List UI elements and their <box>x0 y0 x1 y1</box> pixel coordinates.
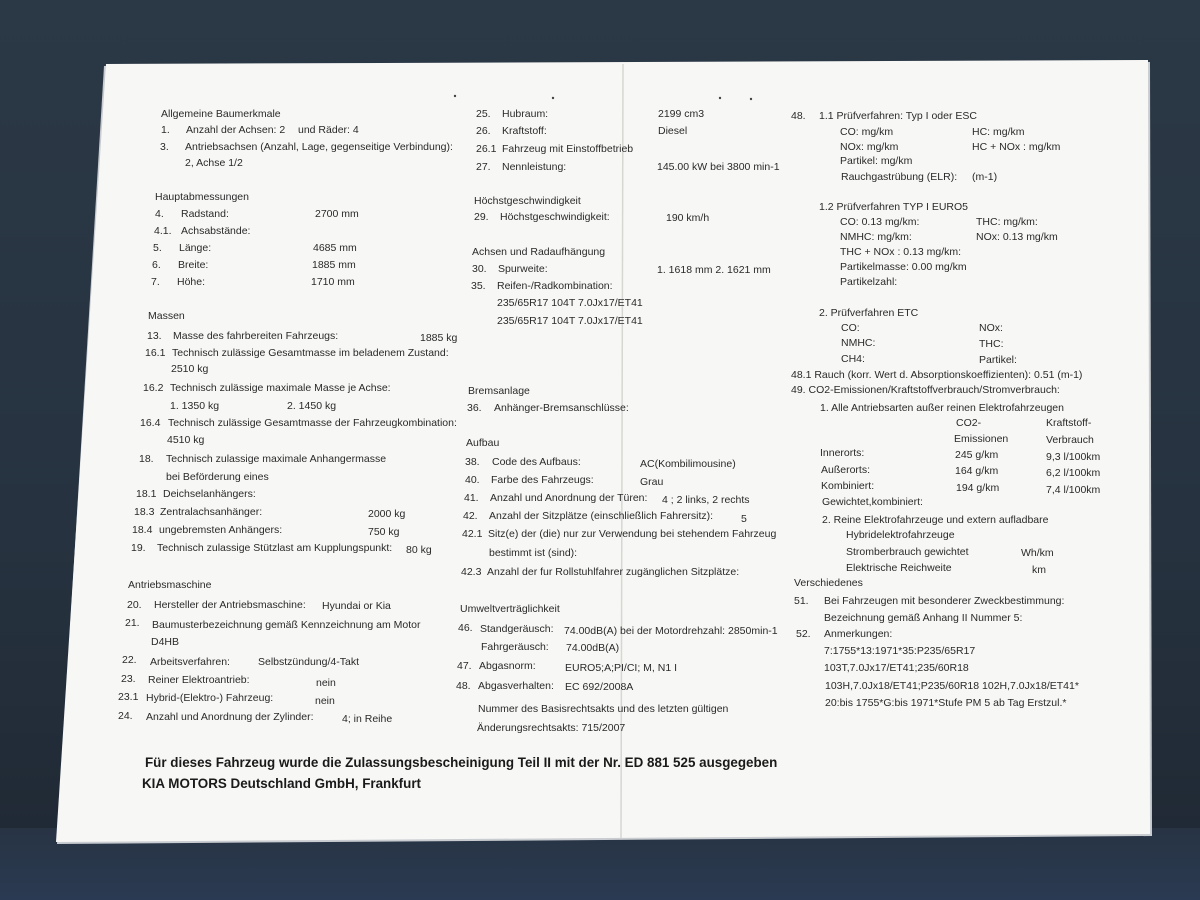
item-number: 18.3 <box>134 506 155 518</box>
table-cell: 245 g/km <box>955 449 999 461</box>
item-label: Reifen-/Radkombination: <box>497 280 613 292</box>
section-heading: Antriebsmaschine <box>128 579 212 591</box>
item-value: CO: 0.13 mg/km: <box>840 216 920 228</box>
item-number: 30. <box>472 263 487 275</box>
item-label: Reiner Elektroantrieb: <box>148 674 250 686</box>
item-value: 1. 1618 mm 2. 1621 mm <box>657 264 771 276</box>
item-number: 42.1 <box>462 528 483 540</box>
item-number: 18.1 <box>136 488 157 500</box>
item-value: Partikel: <box>979 354 1017 366</box>
table-cell: Kombiniert: <box>821 480 875 492</box>
item-number: 35. <box>471 280 486 292</box>
item-value: HC: mg/km <box>972 126 1025 138</box>
item-label: Abgasnorm: <box>479 660 536 672</box>
item-label: Deichselanhängers: <box>163 488 256 500</box>
item-number: 52. <box>796 628 811 640</box>
item-number: 18. <box>139 453 154 465</box>
item-label: Anzahl der fur Rollstuhlfahrer zugänglichen Sitzplätze: <box>487 566 740 578</box>
item-label: Stromberbrauch gewichtet <box>846 546 969 558</box>
item-label: Breite: <box>178 259 209 271</box>
item-label: und Räder: 4 <box>298 124 359 136</box>
item-label: Hersteller der Antriebsmaschine: <box>154 599 306 611</box>
remark-line: 103T,7.0Jx17/ET41;235/60R18 <box>824 662 969 674</box>
item-number: 3. <box>160 141 169 153</box>
table-header: Kraftstoff- <box>1046 417 1092 429</box>
item-label: Code des Aufbaus: <box>492 456 581 468</box>
item-label: Farbe des Fahrzeugs: <box>491 474 594 486</box>
item-value: 1885 kg <box>420 332 458 344</box>
section-heading: Allgemeine Baumerkmale <box>161 108 281 120</box>
table-cell: 194 g/km <box>956 482 1000 494</box>
item-label: Technisch zulässige Gesamtmasse im beladenem Zustand: <box>172 347 449 359</box>
item-value: 74.00dB(A) <box>566 642 620 654</box>
item-label: Hubraum: <box>502 108 549 120</box>
item-value: Selbstzündung/4-Takt <box>258 656 359 668</box>
item-value: 750 kg <box>368 526 400 538</box>
item-value: THC: mg/km: <box>976 216 1038 228</box>
item-value: Wh/km <box>1021 547 1054 559</box>
table-header: Verbrauch <box>1046 434 1094 446</box>
item-value: EC 692/2008A <box>565 681 634 693</box>
table-cell: Außerorts: <box>821 464 871 476</box>
footer-company-line: KIA MOTORS Deutschland GmbH, Frankfurt <box>142 776 421 791</box>
item-number: 24. <box>118 710 133 722</box>
item-label: Anzahl der Sitzplätze (einschließlich Fahrersitz): <box>489 510 714 522</box>
remark-line: 7:1755*13:1971*35:P235/65R17 <box>824 645 976 657</box>
item-value: km <box>1032 564 1046 576</box>
item-number: 19. <box>131 542 146 554</box>
item-label: Fahrzeug mit Einstoffbetrieb <box>502 143 634 155</box>
item-number: 38. <box>465 456 480 468</box>
item-value: AC(Kombilimousine) <box>640 458 736 470</box>
item-number: 4.1. <box>154 225 172 237</box>
item-number: 46. <box>458 622 473 634</box>
item-value: 4; in Reihe <box>342 713 393 725</box>
item-label: 1.2 Prüfverfahren TYP I EURO5 <box>819 201 969 213</box>
item-number: 23. <box>121 673 136 685</box>
item-value: 2000 kg <box>368 508 406 520</box>
item-label: Rauchgastrübung (ELR): <box>841 171 958 183</box>
item-label: Abgasverhalten: <box>478 680 554 692</box>
item-value: NOx: mg/km <box>840 141 899 153</box>
item-number: 27. <box>476 161 491 173</box>
item-label: Baumusterbezeichnung gemäß Kennzeichnung am Motor <box>152 619 421 631</box>
item-number: 1. <box>161 124 170 136</box>
item-number: 4. <box>155 208 164 220</box>
item-label: Zentralachsanhänger: <box>160 506 263 518</box>
item-value: 1. 1350 kg <box>170 400 220 412</box>
item-value: 4685 mm <box>313 242 357 254</box>
item-number: 40. <box>465 474 480 486</box>
section-heading: Umweltverträglichkeit <box>460 603 560 615</box>
scan-dot <box>719 97 721 99</box>
section-heading: Hauptabmessungen <box>155 191 249 203</box>
item-number: 26. <box>476 125 491 137</box>
item-label: Kraftstoff: <box>502 125 547 137</box>
item-label: Spurweite: <box>498 263 548 275</box>
item-label: 49. CO2-Emissionen/Kraftstoffverbrauch/Stromverbrauch: <box>791 384 1060 396</box>
item-label: Anhänger-Bremsanschlüsse: <box>494 402 629 414</box>
item-value: 5 <box>741 513 747 525</box>
item-value: 235/65R17 104T 7.0Jx17/ET41 <box>497 315 643 327</box>
item-number: 41. <box>464 492 479 504</box>
item-label: Anzahl der Achsen: 2 <box>186 124 286 136</box>
item-number: 16.4 <box>140 417 161 429</box>
item-label: Änderungsrechtsakts: 715/2007 <box>477 722 626 734</box>
item-label: bei Beförderung eines <box>166 471 269 483</box>
item-label: Bezeichnung gemäß Anhang II Nummer 5: <box>824 612 1023 624</box>
item-label: Länge: <box>179 242 212 254</box>
item-label: Hybridelektrofahrzeuge <box>846 529 955 541</box>
item-value: nein <box>315 695 335 707</box>
table-cell: 9,3 l/100km <box>1046 451 1101 463</box>
item-value: D4HB <box>151 636 180 648</box>
item-label: Radstand: <box>181 208 229 220</box>
item-number: 29. <box>474 211 489 223</box>
item-label: Fahrgeräusch: <box>481 641 549 653</box>
item-value: 74.00dB(A) bei der Motordrehzahl: 2850min-1 <box>564 625 778 637</box>
item-label: Antriebsachsen (Anzahl, Lage, gegenseitige Verbindung): <box>185 141 453 153</box>
section-heading: Verschiedenes <box>794 577 863 589</box>
item-value: 2700 mm <box>315 208 359 220</box>
item-number: 21. <box>125 617 140 629</box>
table-cell: Innerorts: <box>820 447 865 459</box>
table-cell: 7,4 l/100km <box>1046 484 1101 496</box>
item-value: THC + NOx : 0.13 mg/km: <box>840 246 962 258</box>
item-label: Elektrische Reichweite <box>846 562 952 574</box>
item-value: 2510 kg <box>171 363 209 375</box>
item-number: 36. <box>467 402 482 414</box>
item-value: 80 kg <box>406 544 432 556</box>
item-value: NMHC: <box>841 337 876 349</box>
remark-line: 20:bis 1755*G:bis 1971*Stufe PM 5 ab Tag Erstzul.* <box>825 697 1067 709</box>
table-cell: 6,2 l/100km <box>1046 467 1101 479</box>
item-label: Hybrid-(Elektro-) Fahrzeug: <box>146 692 274 704</box>
item-label: 1.1 Prüfverfahren: Typ I oder ESC <box>819 110 977 122</box>
section-heading: Achsen und Radaufhängung <box>472 246 606 258</box>
item-value: Partikelzahl: <box>840 276 898 288</box>
item-value: EURO5;A;PI/CI; M, N1 I <box>565 662 678 674</box>
item-label: 1. Alle Antriebsarten außer reinen Elektrofahrzeugen <box>820 402 1064 414</box>
item-label: Masse des fahrbereiten Fahrzeugs: <box>173 330 339 342</box>
item-number: 6. <box>152 259 161 271</box>
item-label: Technisch zulässige Gesamtmasse der Fahrzeugkombination: <box>168 417 457 429</box>
item-value: nein <box>316 677 336 689</box>
item-number: 42. <box>463 510 478 522</box>
item-value: CO: mg/km <box>840 126 894 138</box>
item-label: Höchstgeschwindigkeit: <box>500 211 610 223</box>
item-label: Technisch zulässige maximale Masse je Achse: <box>170 382 391 394</box>
item-label: 2. Reine Elektrofahrzeuge und extern aufladbare <box>822 514 1049 526</box>
item-value: 2. 1450 kg <box>287 400 337 412</box>
item-value: THC: <box>979 338 1004 350</box>
item-label: Achsabstände: <box>181 225 251 237</box>
item-value: 190 km/h <box>666 212 710 224</box>
table-header: CO2- <box>956 417 982 429</box>
item-number: 51. <box>794 595 809 607</box>
item-label: Anzahl und Anordnung der Zylinder: <box>146 711 314 723</box>
item-value: Grau <box>640 476 664 488</box>
section-heading: Aufbau <box>466 437 500 449</box>
item-label: Nummer des Basisrechtsakts und des letzten gültigen <box>478 703 729 715</box>
item-number: 25. <box>476 108 491 120</box>
footer-registration-line: Für dieses Fahrzeug wurde die Zulassungsbescheinigung Teil II mit der Nr. ED 881 525 ausgegeben <box>145 755 778 770</box>
scan-dot <box>454 95 456 97</box>
item-number: 26.1 <box>476 143 497 155</box>
item-label: Bei Fahrzeugen mit besonderer Zweckbestimmung: <box>824 595 1065 607</box>
item-value: NMHC: mg/km: <box>840 231 912 243</box>
item-label: Standgeräusch: <box>480 623 554 635</box>
item-number: 18.4 <box>132 524 153 536</box>
item-number: 16.1 <box>145 347 166 359</box>
item-number: 20. <box>127 599 142 611</box>
item-value: Hyundai or Kia <box>322 600 391 612</box>
item-value: (m-1) <box>972 171 998 183</box>
item-value: Diesel <box>658 125 688 137</box>
section-heading: Massen <box>148 310 185 322</box>
item-label: Technisch zulassige Stützlast am Kupplungspunkt: <box>157 542 393 554</box>
item-value: HC + NOx : mg/km <box>972 141 1061 153</box>
item-number: 16.2 <box>143 382 164 394</box>
scan-dot <box>552 97 554 99</box>
item-number: 48. <box>791 110 806 122</box>
item-value: 145.00 kW bei 3800 min-1 <box>657 161 780 173</box>
item-label: 48.1 Rauch (korr. Wert d. Absorptionskoeffizienten): 0.51 (m-1) <box>791 369 1083 381</box>
item-value: 2199 cm3 <box>658 108 705 120</box>
item-value: 1710 mm <box>311 276 355 288</box>
item-label: Nennleistung: <box>502 161 567 173</box>
item-label: ungebremsten Anhängers: <box>159 524 283 536</box>
item-number: 7. <box>151 276 160 288</box>
item-label: Anzahl und Anordnung der Türen: <box>490 492 648 504</box>
item-label: bestimmt ist (sind): <box>489 547 578 559</box>
item-label: Anmerkungen: <box>824 628 893 640</box>
item-value: Partikel: mg/km <box>840 155 913 167</box>
item-value: NOx: <box>979 322 1003 334</box>
item-value: 1885 mm <box>312 259 356 271</box>
item-label: 2. Prüfverfahren ETC <box>819 307 919 319</box>
item-number: 22. <box>122 654 137 666</box>
table-cell: 164 g/km <box>955 465 999 477</box>
section-heading: Höchstgeschwindigkeit <box>474 195 581 207</box>
item-value: 4510 kg <box>167 434 205 446</box>
section-heading: Bremsanlage <box>468 385 530 397</box>
item-value: NOx: 0.13 mg/km <box>976 231 1058 243</box>
item-number: 42.3 <box>461 566 482 578</box>
item-number: 5. <box>153 242 162 254</box>
item-value: CO: <box>841 322 860 334</box>
item-value: Partikelmasse: 0.00 mg/km <box>840 261 967 273</box>
item-label: Arbeitsverfahren: <box>150 656 230 668</box>
item-number: 48. <box>456 680 471 692</box>
item-value: CH4: <box>841 353 865 365</box>
item-number: 47. <box>457 660 472 672</box>
item-label: Technisch zulassige maximale Anhangermasse <box>166 453 387 465</box>
item-label: Sitz(e) der (die) nur zur Verwendung bei stehendem Fahrzeug <box>488 528 777 540</box>
item-value: 2, Achse 1/2 <box>185 157 243 169</box>
remark-line: 103H,7.0Jx18/ET41;P235/60R18 102H,7.0Jx18/ET41* <box>825 680 1079 692</box>
item-number: 23.1 <box>118 691 139 703</box>
item-value: 4 ; 2 links, 2 rechts <box>662 494 750 506</box>
item-value: 235/65R17 104T 7.0Jx17/ET41 <box>497 297 643 309</box>
item-label: Gewichtet,kombiniert: <box>822 496 923 508</box>
scan-dot <box>750 98 752 100</box>
item-label: Höhe: <box>177 276 206 288</box>
item-number: 13. <box>147 330 162 342</box>
table-header: Emissionen <box>954 433 1009 445</box>
